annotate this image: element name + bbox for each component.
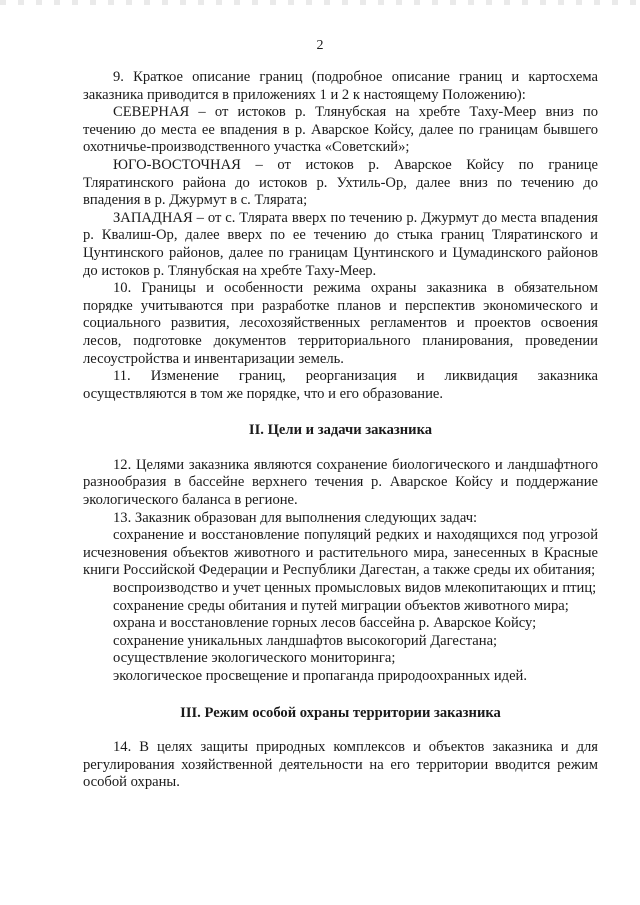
- paragraph-11: 11. Изменение границ, реорганизация и ликвидация заказника осуществляются в том же порядке, что и его образование.: [83, 368, 598, 402]
- task-item: сохранение и восстановление популяций редких и находящихся под угрозой исчезновения объектов животного и растительного мира, занесенных в Красные книги Российской Федерации и Республики Дагестан, а также среды их обитания;: [83, 527, 598, 579]
- paragraph-13: 13. Заказник образован для выполнения следующих задач:: [113, 509, 478, 526]
- section-3-heading: III. Режим особой охраны территории заказника: [180, 704, 501, 721]
- page-number: 2: [316, 38, 324, 53]
- boundary-west: ЗАПАДНАЯ – от с. Тлярата вверх по течению р. Джурмут до места впадения р. Квалиш-Ор, далее вверх по ее течению до стыка границ Тляратинского и Цунтинского районов, далее по границам Цунтинского и Цумадинского районов до истоков р. Тлянубская на хребте Таху-Меер.: [83, 209, 598, 279]
- paragraph-9: 9. Краткое описание границ (подробное описание границ и картосхема заказника приводится в приложениях 1 и 2 к настоящему Положению):: [83, 69, 598, 103]
- paragraph-12: 12. Целями заказника являются сохранение биологического и ландшафтного разнообразия в бассейне верхнего течения р. Аварское Койсу и поддержание экологического баланса в регионе.: [83, 456, 598, 509]
- task-item: осуществление экологического мониторинга;: [113, 650, 396, 667]
- task-item: сохранение уникальных ландшафтов высокогорий Дагестана;: [113, 632, 498, 649]
- task-item: сохранение среды обитания и путей миграции объектов животного мира;: [113, 597, 569, 614]
- paragraph-10: 10. Границы и особенности режима охраны заказника в обязательном порядке учитываются при разработке планов и перспектив экономического и социального развития, лесохозяйственных регламентов и проектов освоения лесов, подготовке документов территориального планирования, проведении лесоустройства и инвентаризации земель.: [83, 280, 598, 367]
- task-item: экологическое просвещение и пропаганда природоохранных идей.: [113, 668, 528, 684]
- task-item: охрана и восстановление горных лесов бассейна р. Аварское Койсу;: [113, 615, 537, 632]
- document-body: [83, 69, 598, 792]
- task-item: воспроизводство и учет ценных промысловых видов млекопитающих и птиц;: [113, 580, 597, 597]
- boundary-north: СЕВЕРНАЯ – от истоков р. Тлянубская на хребте Таху-Меер вниз по течению до места ее впадения в р. Аварское Койсу, далее по границам бывшего охотничье-производственного участка «Советский»;: [83, 104, 598, 156]
- paragraph-14: 14. В целях защиты природных комплексов и объектов заказника и для регулирования хозяйственной деятельности на его территории вводится режим особой охраны.: [83, 739, 598, 791]
- scan-edge-artifact: [0, 0, 640, 5]
- boundary-southeast: ЮГО-ВОСТОЧНАЯ – от истоков р. Аварское Койсу по границе Тляратинского района до истоков р. Ухтиль-Ор, далее вниз по течению до впадения в р. Джурмут в с. Тлярата;: [83, 156, 598, 209]
- section-2-heading: II. Цели и задачи заказника: [248, 422, 433, 439]
